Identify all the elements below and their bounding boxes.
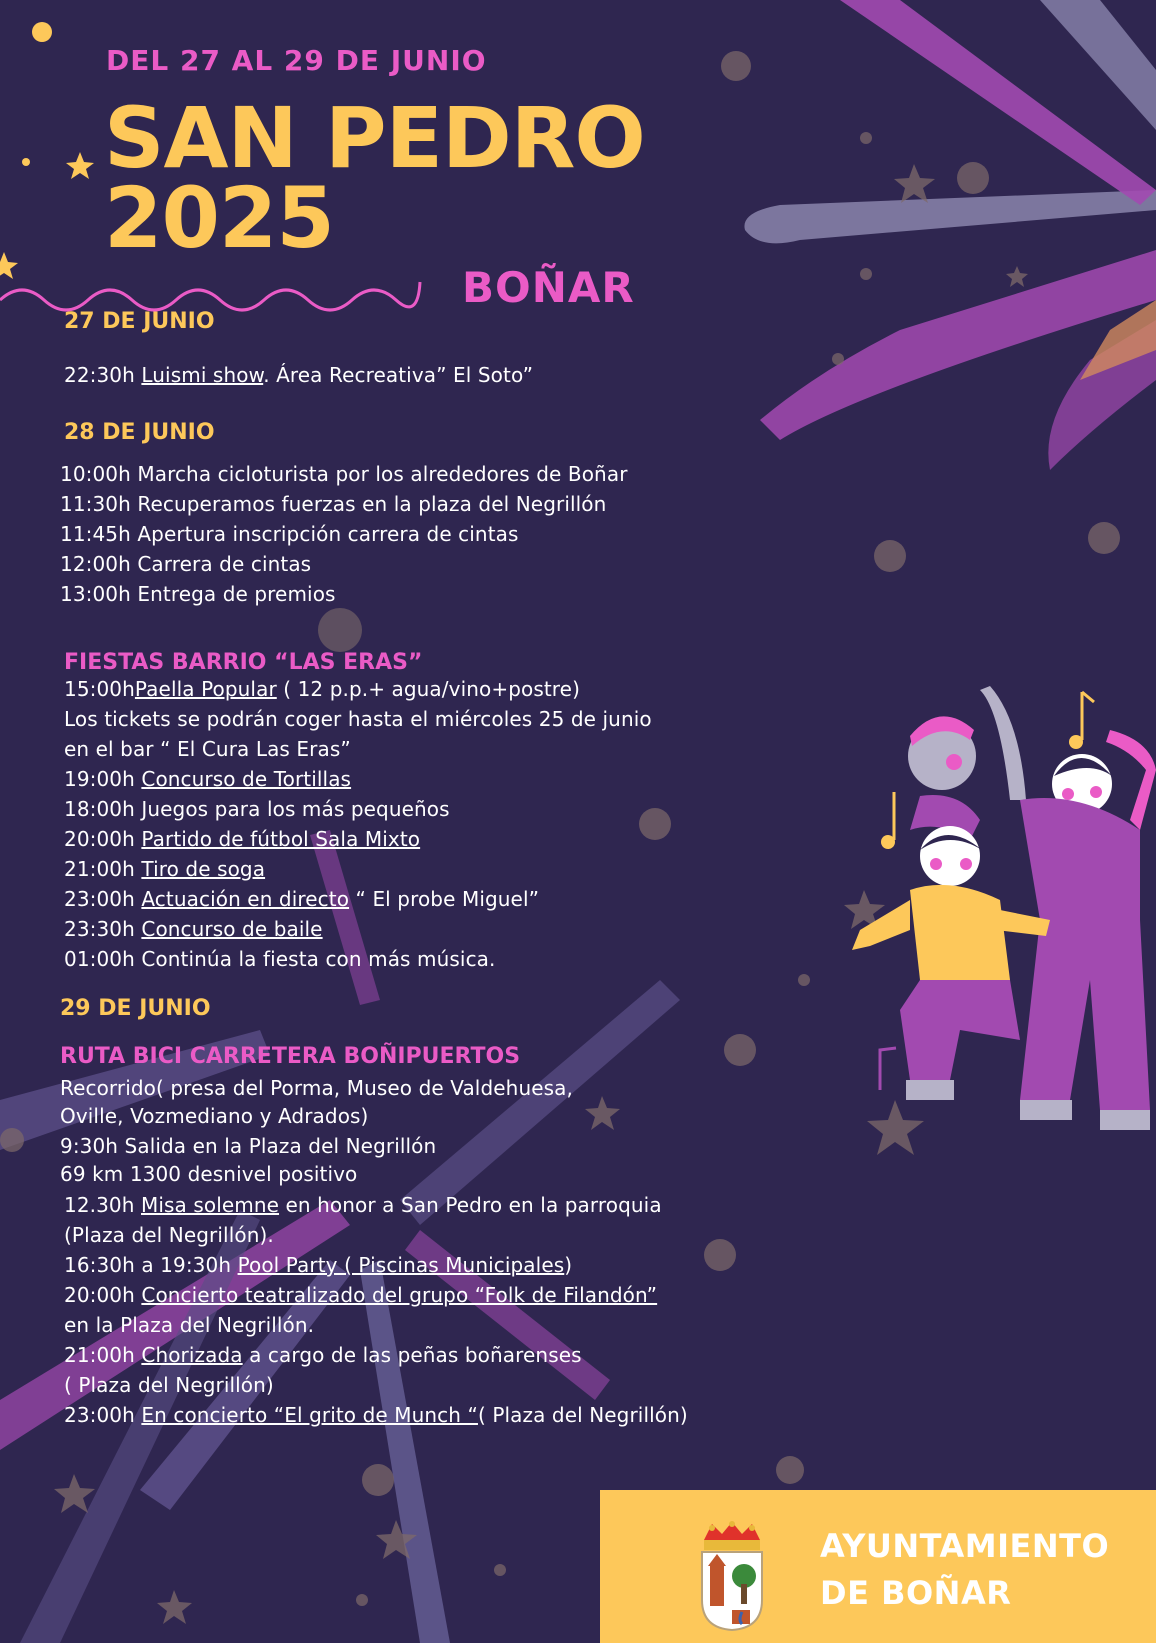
- day-29-item: 69 km 1300 desnivel positivo: [60, 1162, 358, 1186]
- concierto-munch-link[interactable]: En concierto “El grito de Munch “: [141, 1403, 478, 1427]
- concierto-folk-link[interactable]: Concierto teatralizado del grupo “Folk de Filandón”: [141, 1283, 658, 1307]
- coat-of-arms-icon: [698, 1520, 766, 1632]
- day-28-item: 12:00h Carrera de cintas: [60, 552, 312, 576]
- day-28-item: 11:30h Recuperamos fuerzas en la plaza del Negrillón: [60, 492, 607, 516]
- actuacion-link[interactable]: Actuación en directo: [141, 887, 350, 911]
- day-29-item: Oville, Vozmediano y Adrados): [60, 1104, 369, 1128]
- tortillas-link[interactable]: Concurso de Tortillas: [141, 767, 352, 791]
- day-29-heading: 29 DE JUNIO: [60, 996, 211, 1021]
- eras-item: 15:00hPaella Popular ( 12 p.p.+ agua/vino+postre): [64, 677, 580, 701]
- day-29-item: 23:00h En concierto “El grito de Munch “( Plaza del Negrillón): [64, 1403, 688, 1427]
- las-eras-heading: FIESTAS BARRIO “LAS ERAS”: [64, 650, 423, 675]
- eras-item: 23:30h Concurso de baile: [64, 917, 323, 941]
- chorizada-link[interactable]: Chorizada: [141, 1343, 243, 1367]
- day-28-item: 11:45h Apertura inscripción carrera de cintas: [60, 522, 519, 546]
- eras-item: 23:00h Actuación en directo “ El probe Miguel”: [64, 887, 540, 911]
- day-27-heading: 27 DE JUNIO: [64, 309, 215, 334]
- eras-item: 01:00h Continúa la fiesta con más música.: [64, 947, 496, 971]
- footer-line-2: DE BOÑAR: [820, 1574, 1012, 1612]
- day-28-item: 13:00h Entrega de premios: [60, 582, 336, 606]
- day-29-item: Recorrido( presa del Porma, Museo de Valdehuesa,: [60, 1076, 573, 1100]
- event-title: SAN PEDRO: [104, 89, 645, 187]
- eras-item: 21:00h Tiro de soga: [64, 857, 266, 881]
- baile-link[interactable]: Concurso de baile: [141, 917, 323, 941]
- eras-item: Los tickets se podrán coger hasta el miércoles 25 de junio: [64, 707, 652, 731]
- pool-party-link[interactable]: Pool Party ( Piscinas Municipales: [237, 1253, 565, 1277]
- day-29-item: 12.30h Misa solemne en honor a San Pedro en la parroquia: [64, 1193, 662, 1217]
- futbol-link[interactable]: Partido de fútbol Sala Mixto: [141, 827, 421, 851]
- day-28-heading: 28 DE JUNIO: [64, 420, 215, 445]
- day-29-item: ( Plaza del Negrillón): [64, 1373, 274, 1397]
- ruta-bici-heading: RUTA BICI CARRETERA BOÑIPUERTOS: [60, 1044, 521, 1069]
- date-range: DEL 27 AL 29 DE JUNIO: [106, 44, 487, 77]
- event-year: 2025: [104, 169, 334, 267]
- eras-item: 20:00h Partido de fútbol Sala Mixto: [64, 827, 421, 851]
- dancers-illustration: [850, 680, 1156, 1150]
- day-29-item: 9:30h Salida en la Plaza del Negrillón: [60, 1134, 437, 1158]
- day-29-item: en la Plaza del Negrillón.: [64, 1313, 315, 1337]
- day-29-item: 20:00h Concierto teatralizado del grupo “Folk de Filandón”: [64, 1283, 658, 1307]
- day-29-item: 21:00h Chorizada a cargo de las peñas boñarenses: [64, 1343, 582, 1367]
- footer-line-1: AYUNTAMIENTO: [820, 1527, 1110, 1565]
- day-27-item: 22:30h Luismi show. Área Recreativa” El Soto”: [64, 363, 534, 387]
- paella-link[interactable]: Paella Popular: [134, 677, 277, 701]
- day-29-item: 16:30h a 19:30h Pool Party ( Piscinas Municipales): [64, 1253, 573, 1277]
- luismi-show-link[interactable]: Luismi show: [141, 363, 264, 387]
- town-name: BOÑAR: [462, 263, 635, 312]
- eras-item: en el bar “ El Cura Las Eras”: [64, 737, 351, 761]
- misa-link[interactable]: Misa solemne: [141, 1193, 280, 1217]
- footer-banner: [600, 1490, 1156, 1643]
- day-29-item: (Plaza del Negrillón).: [64, 1223, 274, 1247]
- eras-item: 18:00h Juegos para los más pequeños: [64, 797, 450, 821]
- tiro-soga-link[interactable]: Tiro de soga: [141, 857, 266, 881]
- day-28-item: 10:00h Marcha cicloturista por los alrededores de Boñar: [60, 462, 628, 486]
- eras-item: 19:00h Concurso de Tortillas: [64, 767, 352, 791]
